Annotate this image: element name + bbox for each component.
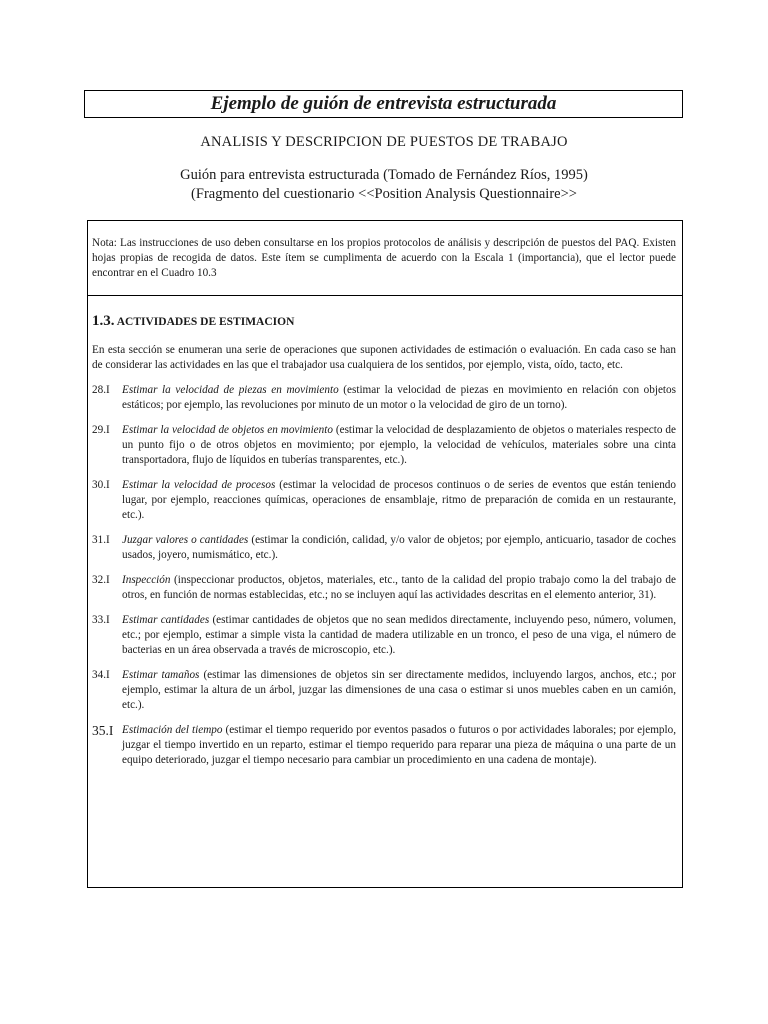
item-number: 34.I bbox=[92, 669, 110, 681]
item-text bbox=[122, 723, 676, 768]
questionnaire-panel bbox=[87, 220, 683, 888]
source-block bbox=[84, 166, 684, 204]
section-content bbox=[88, 313, 682, 768]
list-item bbox=[92, 423, 676, 468]
item-description: (estimar la velocidad de procesos continuos o de series de eventos que están teniendo lugar, por ejemplo, reacciones químicas, operaciones de ensamblaje, ritmo de preparación de comida en un restaurante, etc.). bbox=[122, 479, 676, 521]
document-title-box bbox=[84, 90, 683, 118]
item-title: Juzgar valores o cantidades bbox=[122, 534, 249, 546]
list-item bbox=[92, 573, 676, 603]
item-description: (estimar la velocidad de piezas en movimiento en relación con objetos estáticos; por ejemplo, las revoluciones por minuto de un motor o la velocidad de giro de un torno). bbox=[122, 384, 676, 411]
item-text bbox=[122, 478, 676, 523]
item-description: (estimar las dimensiones de objetos sin ser directamente medidos, incluyendo largos, anchos, etc.; por ejemplo, estimar la altura de un árbol, juzgar las dimensiones de una casa o estimar si unos muebles caben en un camión, etc.). bbox=[122, 669, 676, 711]
item-number: 31.I bbox=[92, 534, 110, 546]
list-item bbox=[92, 533, 676, 563]
section-title: ACTIVIDADES DE ESTIMACION bbox=[116, 316, 295, 328]
item-title: Estimar la velocidad de procesos bbox=[122, 479, 276, 491]
item-title: Estimación del tiempo bbox=[122, 724, 223, 736]
list-item bbox=[92, 723, 676, 768]
list-item bbox=[92, 668, 676, 713]
item-text bbox=[122, 533, 676, 563]
item-number: 28.I bbox=[92, 384, 110, 396]
item-title: Estimar la velocidad de objetos en movimiento bbox=[122, 424, 333, 436]
document-subtitle: ANALISIS Y DESCRIPCION DE PUESTOS DE TRABAJO bbox=[200, 134, 568, 150]
item-text bbox=[122, 668, 676, 713]
section-heading bbox=[92, 313, 676, 330]
item-title: Estimar tamaños bbox=[122, 669, 200, 681]
item-title: Estimar cantidades bbox=[122, 614, 210, 626]
note-paragraph: Nota: Las instrucciones de uso deben consultarse en los propios protocolos de análisis y descripción de puestos del PAQ. Existen hojas propias de recogida de datos. Este ítem se cumplimenta de acuerdo con la Escala 1 (importancia), que el lector puede encontrar en el Cuadro 10.3 bbox=[88, 221, 682, 296]
section-intro: En esta sección se enumeran una serie de operaciones que suponen actividades de estimación o evaluación. En cada caso se han de considerar las actividades en las que el trabajador usa cualquiera de los sentidos, por ejemplo, vista, oído, tacto, etc. bbox=[92, 344, 676, 371]
item-description: (estimar la velocidad de desplazamiento de objetos o materiales respecto de un punto fijo o de otros objetos en movimiento; por ejemplo, la velocidad de vehículos, materiales sobre una cinta transportadora, flujo de líquidos en tuberías transparentes, etc.). bbox=[122, 424, 676, 466]
item-title: Estimar la velocidad de piezas en movimiento bbox=[122, 384, 339, 396]
item-number: 32.I bbox=[92, 574, 110, 586]
item-description: (estimar la condición, calidad, y/o valor de objetos; por ejemplo, anticuario, tasador de coches usados, joyero, numismático, etc.). bbox=[122, 534, 676, 561]
item-number: 35.I bbox=[92, 723, 114, 738]
list-item bbox=[92, 478, 676, 523]
item-description: (inspeccionar productos, objetos, materiales, etc., tanto de la calidad del propio trabajo como la del trabajo de otros, en función de normas establecidas, etc.; no se incluyen aquí las actividades descritas en el elemento anterior, 31). bbox=[122, 574, 676, 601]
item-text bbox=[122, 573, 676, 603]
section-number: 1.3. bbox=[92, 313, 115, 329]
item-description: (estimar cantidades de objetos que no sean medidos directamente, incluyendo peso, número, volumen, etc.; por ejemplo, estimar a simple vista la cantidad de madera utilizable en un tronco, el peso de una viga, el número de bacterias en un área observada a través de microscopio, etc.). bbox=[122, 614, 676, 656]
source-line-1: Guión para entrevista estructurada (Tomado de Fernández Ríos, 1995) bbox=[180, 167, 588, 183]
item-text bbox=[122, 423, 676, 468]
item-title: Inspección bbox=[122, 574, 171, 586]
item-number: 29.I bbox=[92, 424, 110, 436]
item-text bbox=[122, 613, 676, 658]
item-number: 33.I bbox=[92, 614, 110, 626]
item-text bbox=[122, 383, 676, 413]
item-description: (estimar el tiempo requerido por eventos pasados o futuros o por actividades laborales; por ejemplo, juzgar el tiempo invertido en un reparto, estimar el tiempo requerido para reparar una pieza de máquina o una parte de un equipo deteriorado, juzgar el tiempo necesario para cambiar un procedimiento en una cadena de montaje). bbox=[122, 724, 676, 766]
item-number: 30.I bbox=[92, 479, 110, 491]
list-item bbox=[92, 613, 676, 658]
document-title: Ejemplo de guión de entrevista estructurada bbox=[210, 93, 557, 114]
list-item bbox=[92, 383, 676, 413]
source-line-2: (Fragmento del cuestionario <<Position Analysis Questionnaire>> bbox=[191, 186, 577, 202]
